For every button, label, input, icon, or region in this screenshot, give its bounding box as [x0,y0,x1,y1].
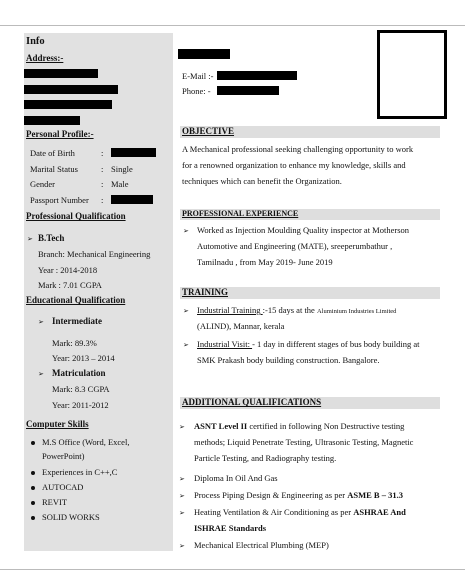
redacted-address-line-4 [24,116,80,125]
skill-item: AUTOCAD [42,482,84,492]
redacted-passport [111,195,153,204]
hvac-text: Heating Ventilation & Air Conditioning as per [194,507,354,517]
objective-line: techniques which can benefit the Organization. [182,176,342,186]
marital-label: Marital Status [30,164,78,174]
mep-item: Mechanical Electrical Plumbing (MEP) [194,540,329,550]
dob-label: Date of Birth [30,148,75,158]
skill-item: REVIT [42,497,68,507]
experience-line: Worked as Injection Moulding Quality inspector at Motherson [197,225,410,235]
arrow-bullet-icon: ➢ [27,235,33,243]
address-label: Address:- [26,53,64,63]
bullet-icon [31,486,35,490]
redacted-address-line-1 [24,69,98,78]
bullet-icon [31,501,35,505]
objective-line: for a renowned organization to enhance my knowledge, skills and [182,160,406,170]
training-item-continued: (ALIND), Mannar, kerala [197,321,285,331]
skill-item: SOLID WORKS [42,512,100,522]
matriculation-title: Matriculation [52,368,106,378]
arrow-bullet-icon: ➢ [38,318,44,326]
intermediate-year: Year: 2013 – 2014 [52,353,115,363]
arrow-bullet-icon: ➢ [38,370,44,378]
degree: B.Tech [38,233,65,243]
additional-heading: ADDITIONAL QUALIFICATIONS [182,397,322,407]
intermediate-title: Intermediate [52,316,102,326]
passport-label: Passport Number [30,195,89,205]
skill-item: M.S Office (Word, Excel, [42,437,130,447]
gender-value: Male [111,179,129,189]
asnt-line-continued: Particle Testing, and Radiography testing. [194,453,337,463]
divider-top [0,25,465,26]
email-label: E-Mail :- [182,71,214,81]
experience-heading: PROFESSIONAL EXPERIENCE [182,209,299,218]
bullet-icon [31,441,35,445]
branch: Branch: Mechanical Engineering [38,249,151,259]
piping-standard: ASME B – 31.3 [347,490,403,500]
training-item [197,336,420,353]
marital-value: Single [111,164,133,174]
asnt-line [194,418,404,435]
dob-sep: : [101,148,104,158]
passport-sep: : [101,195,104,205]
bullet-icon [31,471,35,475]
marital-sep: : [101,164,104,174]
industrial-visit-text: - 1 day in different stages of bus body building at [252,339,420,349]
educational-qualification-heading: Educational Qualification [26,295,126,305]
redacted-email [217,71,297,80]
gender-sep: : [101,179,104,189]
degree-mark: Mark : 7.01 CGPA [38,280,102,290]
hvac-standard: ASHRAE And [353,507,406,517]
redacted-phone [217,86,279,95]
gender-label: Gender [30,179,56,189]
asnt-level: ASNT Level II [194,421,248,431]
hvac-item [194,504,406,521]
redacted-dob [111,148,156,157]
redacted-name [178,49,230,59]
bullet-icon [31,516,35,520]
matriculation-mark: Mark: 8.3 CGPA [52,384,110,394]
objective-heading: OBJECTIVE [182,126,235,136]
industrial-training-text: :-15 days at the [262,305,317,315]
computer-skills-heading: Computer Skills [26,419,89,429]
diploma-item: Diploma In Oil And Gas [194,473,278,483]
divider-bottom [0,569,465,570]
arrow-bullet-icon: ➢ [183,227,189,235]
industrial-visit-label: Industrial Visit: [197,339,253,349]
industrial-training-company: Aluminium Industries Limited [316,308,397,315]
objective-line: A Mechanical professional seeking challenging opportunity to work [182,144,414,154]
skill-item: Experiences in C++,C [42,467,118,477]
intermediate-mark: Mark: 89.3% [52,338,97,348]
info-title: Info [26,36,45,47]
asnt-line-continued: methods; Liquid Penetrate Testing, Ultrasonic Testing, Magnetic [194,437,414,447]
arrow-bullet-icon: ➢ [183,341,189,349]
asnt-text: certified in following Non Destructive testing [247,421,405,431]
piping-text: Process Piping Design & Engineering as per [194,490,348,500]
redacted-address-line-3 [24,100,112,109]
arrow-bullet-icon: ➢ [179,542,185,550]
arrow-bullet-icon: ➢ [179,423,185,431]
phone-label: Phone: - [182,86,211,96]
matriculation-year: Year: 2011-2012 [52,400,109,410]
degree-year: Year : 2014-2018 [38,265,98,275]
piping-item [194,487,403,504]
redacted-address-line-2 [24,85,118,94]
hvac-item-continued [194,520,266,537]
arrow-bullet-icon: ➢ [179,475,185,483]
experience-line: Automotive and Engineering (MATE), sreeperumbathur , [197,241,393,251]
arrow-bullet-icon: ➢ [183,307,189,315]
personal-profile-heading: Personal Profile:- [26,129,94,139]
experience-line: Tamilnadu , from May 2019- June 2019 [197,257,333,267]
skill-item-continued: PowerPoint) [42,451,85,461]
professional-qualification-heading: Professional Qualification [26,211,126,221]
arrow-bullet-icon: ➢ [179,509,185,517]
hvac-standard-continued: ISHRAE Standards [194,523,267,533]
training-heading: TRAINING [182,287,229,297]
industrial-training-label: Industrial Training [197,305,263,315]
photo-placeholder [377,30,447,119]
training-item-continued: SMK Prakash body building construction. Bangalore. [197,355,380,365]
arrow-bullet-icon: ➢ [179,492,185,500]
